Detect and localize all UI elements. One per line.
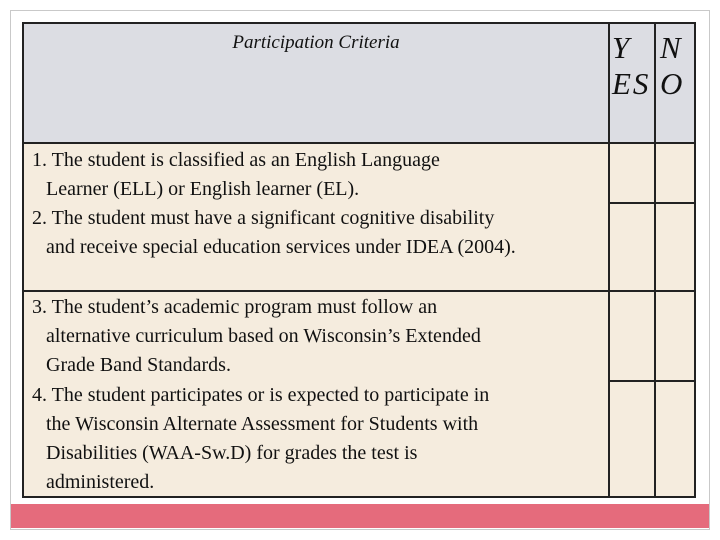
criterion-4-line-1: 4. The student participates or is expected to participate in <box>32 384 490 406</box>
row-divider <box>608 202 694 204</box>
criterion-3-line-3: Grade Band Standards. <box>46 354 231 376</box>
criterion-2-line-2: and receive special education services under IDEA (2004). <box>46 236 516 258</box>
yes-header-label-line2: ES <box>612 66 651 101</box>
column-divider <box>654 24 656 496</box>
row-divider <box>24 290 694 292</box>
criterion-1-line-2: Learner (ELL) or English learner (EL). <box>46 178 360 200</box>
criterion-2-no-cell[interactable] <box>656 204 694 290</box>
criterion-1 <box>32 146 440 204</box>
header-divider <box>24 142 694 144</box>
footer-accent-bar <box>11 504 709 528</box>
criterion-1-line-1: 1. The student is classified as an English Language <box>32 149 440 171</box>
criterion-4-line-3: Disabilities (WAA-Sw.D) for grades the test is <box>46 442 418 464</box>
criteria-header-cell <box>24 24 608 142</box>
no-header-label-line1: N <box>660 30 683 65</box>
criterion-4-yes-cell[interactable] <box>610 382 654 496</box>
criterion-1-no-cell[interactable] <box>656 144 694 202</box>
criterion-3-line-1: 3. The student’s academic program must follow an <box>32 296 438 318</box>
criterion-4-line-4: administered. <box>46 471 155 493</box>
criterion-2 <box>32 204 516 262</box>
yes-no-header-cell <box>608 24 694 142</box>
criterion-3-no-cell[interactable] <box>656 292 694 380</box>
criterion-3-yes-cell[interactable] <box>610 292 654 380</box>
criterion-4 <box>32 381 489 497</box>
criterion-3-line-2: alternative curriculum based on Wisconsin’s Extended <box>46 325 481 347</box>
row-divider <box>608 380 694 382</box>
column-divider <box>608 24 610 496</box>
participation-criteria-table <box>22 22 696 498</box>
no-header-label-line2: O <box>660 66 685 101</box>
criterion-2-line-1: 2. The student must have a significant cognitive disability <box>32 207 495 229</box>
criterion-1-yes-cell[interactable] <box>610 144 654 202</box>
criterion-3 <box>32 293 481 380</box>
criteria-header-label: Participation Criteria <box>232 32 400 53</box>
yes-header-label-line1: Y <box>612 30 632 65</box>
criterion-2-yes-cell[interactable] <box>610 204 654 290</box>
criterion-4-no-cell[interactable] <box>656 382 694 496</box>
criterion-4-line-2: the Wisconsin Alternate Assessment for Students with <box>46 413 479 435</box>
